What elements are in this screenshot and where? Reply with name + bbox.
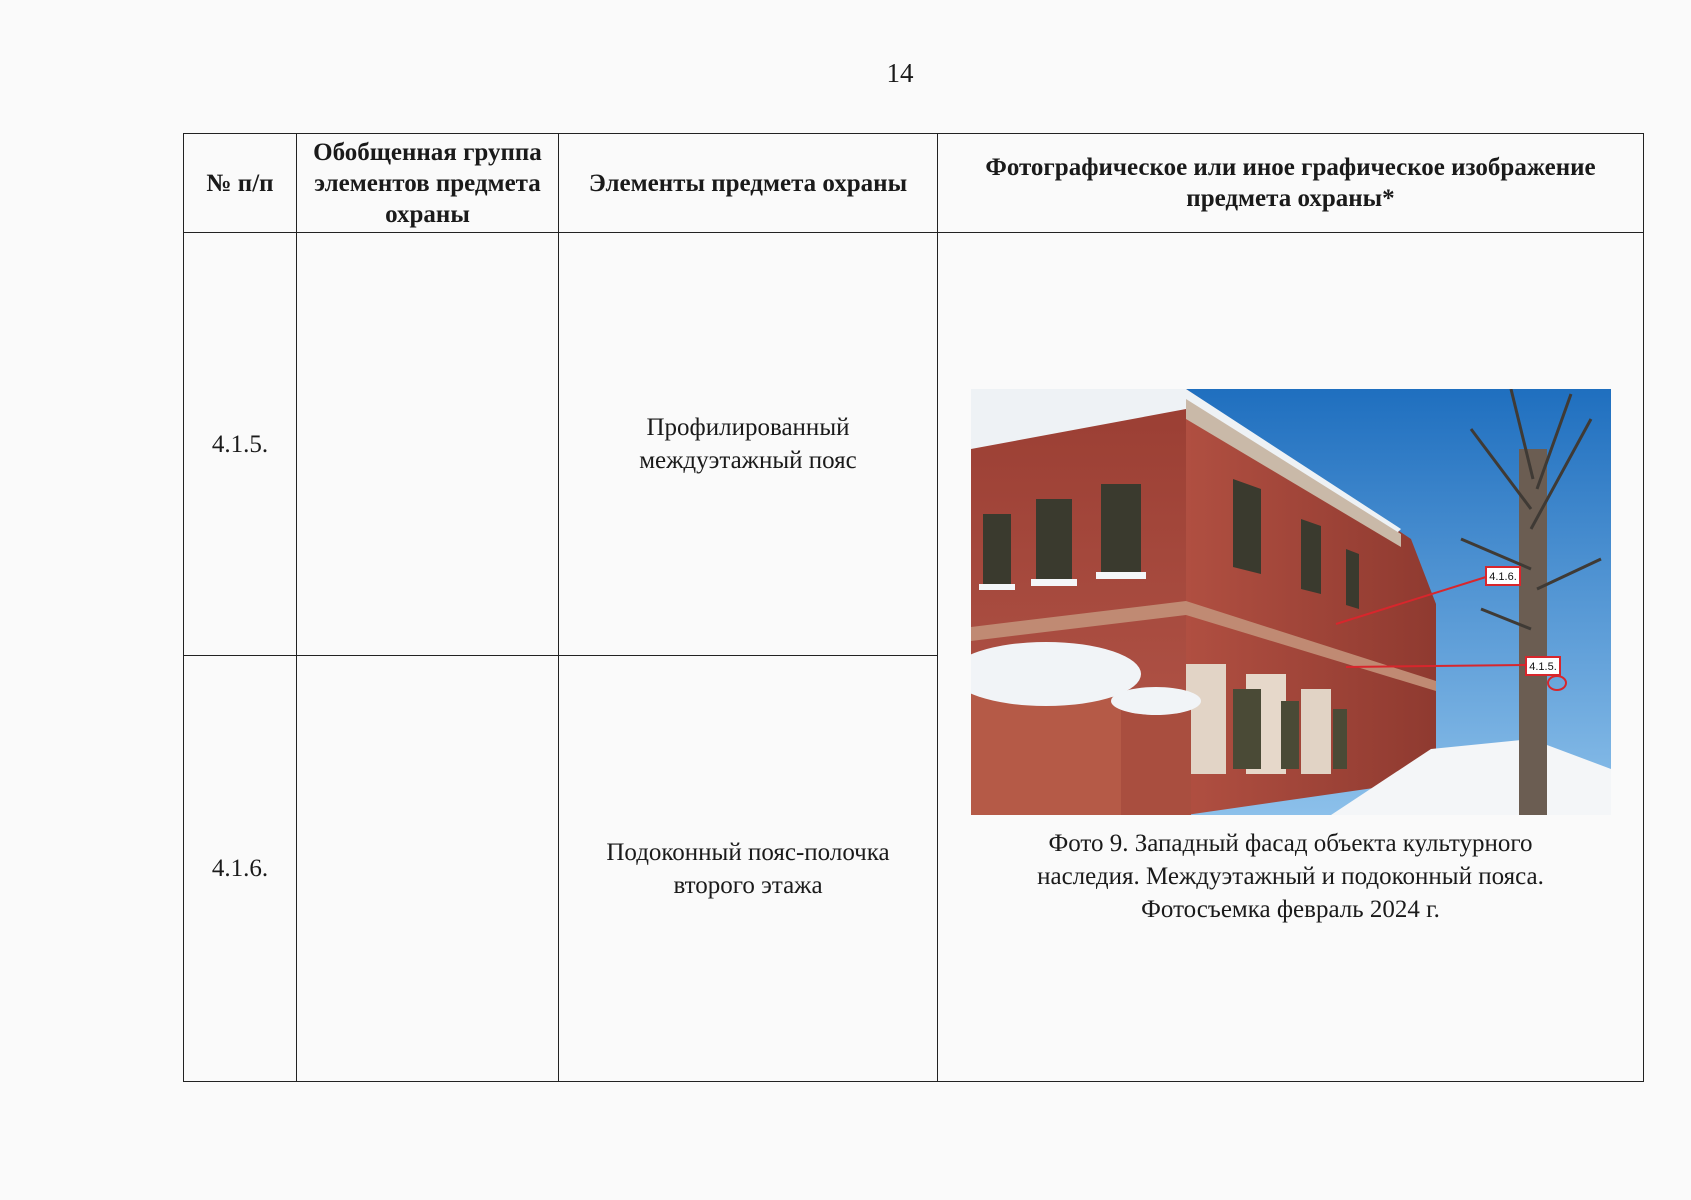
header-elements: Элементы предмета охраны	[559, 134, 938, 233]
header-number: № п/п	[184, 134, 297, 233]
photo-caption: Фото 9. Западный фасад объекта культурного наследия. Междуэтажный и подоконный пояса. Фотосъемка февраль 2024 г.	[1037, 829, 1544, 923]
row-group	[297, 656, 559, 1082]
table-header-row	[184, 134, 1644, 233]
row-element: Профилированный междуэтажный пояс	[559, 233, 938, 656]
row-number: 4.1.5.	[184, 233, 297, 656]
table-row	[184, 233, 1644, 656]
marker-label-415: 4.1.5.	[1528, 660, 1557, 673]
page-number: 14	[886, 58, 914, 88]
marker-label-416: 4.1.6.	[1488, 570, 1517, 583]
row-group	[297, 233, 559, 656]
header-image: Фотографическое или иное графическое изображение предмета охраны*	[938, 134, 1644, 233]
row-number: 4.1.6.	[184, 656, 297, 1082]
row-element: Подоконный пояс-полочка второго этажа	[559, 656, 938, 1082]
facade-photo	[971, 389, 1611, 815]
photo-cell	[938, 233, 1644, 1082]
protection-table	[183, 133, 1644, 1082]
header-group: Обобщенная группа элементов предмета охраны	[297, 134, 559, 233]
